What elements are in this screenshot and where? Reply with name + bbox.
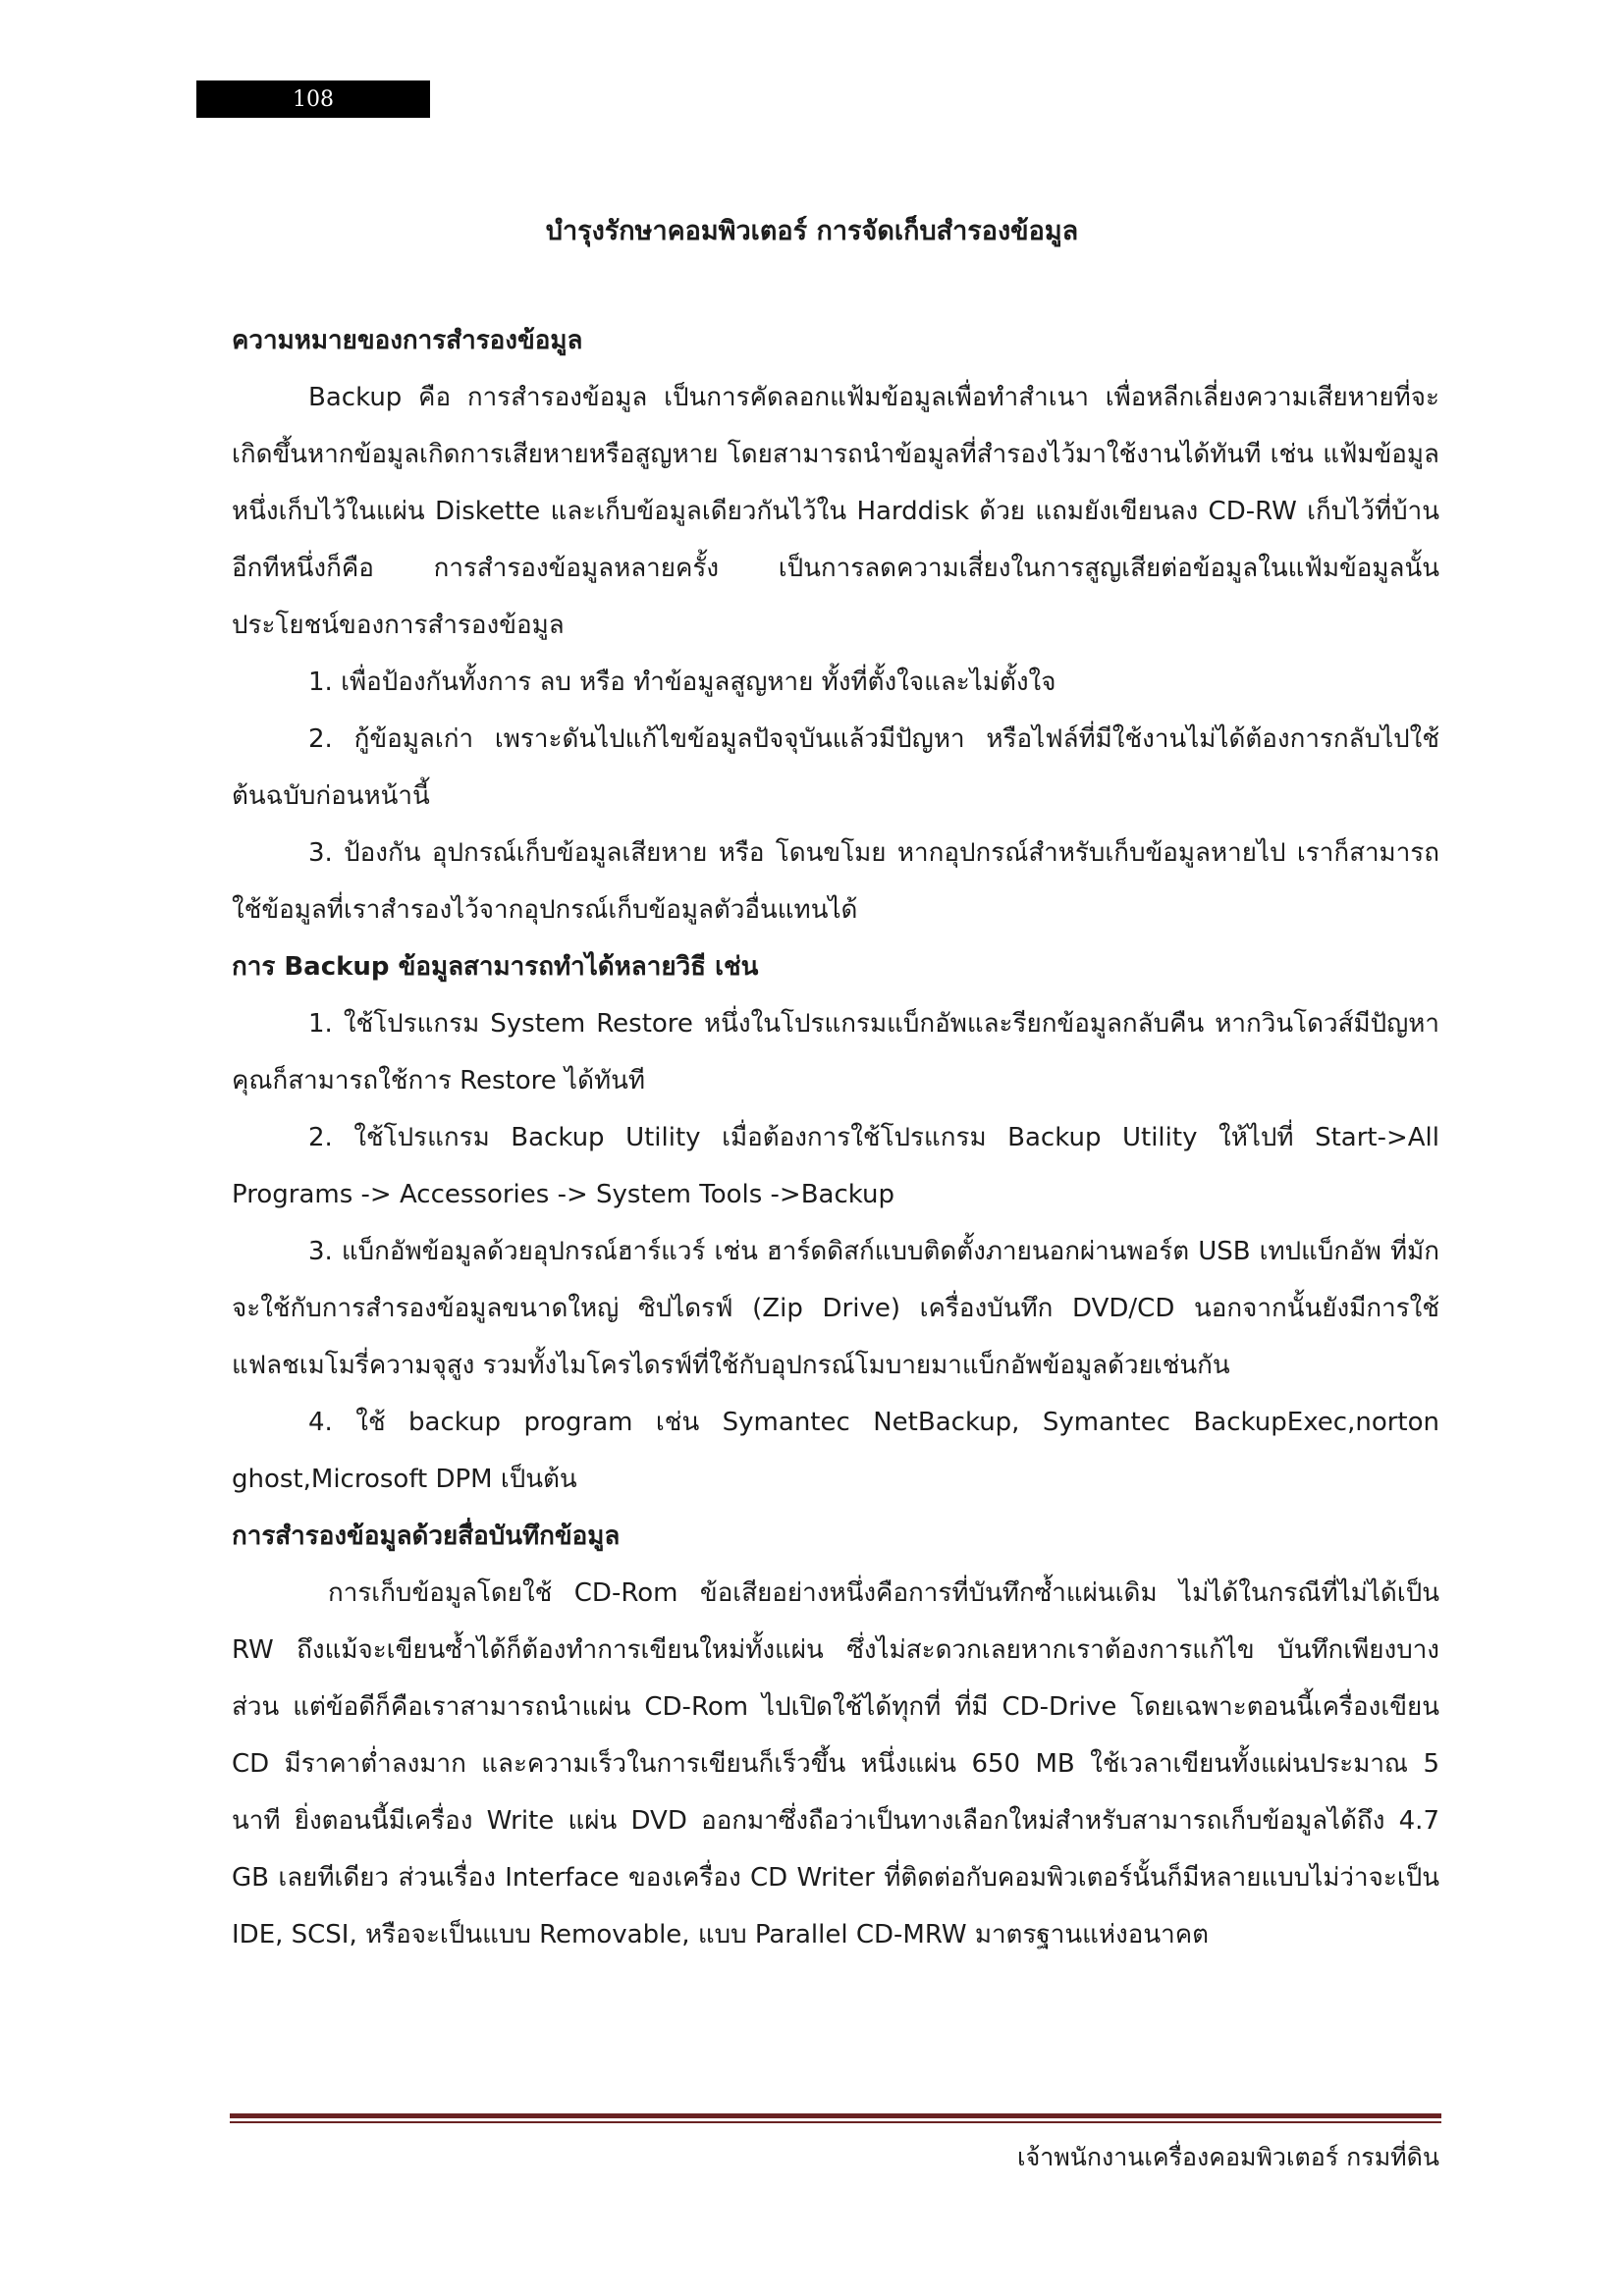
footer-text: เจ้าพนักงานเครื่องคอมพิวเตอร์ กรมที่ดิน	[1017, 2143, 1439, 2171]
paragraph-backup-definition: Backup คือ การสำรองข้อมูล เป็นการคัดลอกแฟ้มข้อมูลเพื่อทำสำเนา เพื่อหลีกเลี่ยงความเสียหายที่จะเกิดขึ้นหากข้อมูลเกิดการเสียหายหรือสูญหาย โดยสามารถนำข้อมูลที่สำรองไว้มาใช้งานได้ทันที เช่น แฟ้มข้อมูลหนึ่งเก็บไว้ในแผ่น Diskette และเก็บข้อมูลเดียวกันไว้ใน Harddisk ด้วย แถมยังเขียนลง CD-RW เก็บไว้ที่บ้านอีกทีหนึ่งก็คือ การสำรองข้อมูลหลายครั้ง เป็นการลดความเสี่ยงในการสูญเสียต่อข้อมูลในแฟ้มข้อมูลนั้นประโยชน์ของการสำรองข้อมูล	[232, 383, 1439, 640]
list-item-method-3: 3. แบ็กอัพข้อมูลด้วยอุปกรณ์ฮาร์แวร์ เช่น ฮาร์ดดิสก์แบบติดตั้งภายนอกผ่านพอร์ต USB เทปแบ็กอัพ ที่มักจะใช้กับการสำรองข้อมูลขนาดใหญ่ ซิปไดรฟ์ (Zip Drive) เครื่องบันทึก DVD/CD นอกจากนั้นยังมีการใช้แฟลชเมโมรี่ความจุสูง รวมทั้งไมโครไดรฟ์ที่ใช้กับอุปกรณ์โมบายมาแบ็กอัพข้อมูลด้วยเช่นกัน	[232, 1237, 1439, 1380]
list-item-method-4: 4. ใช้ backup program เช่น Symantec NetBackup, Symantec BackupExec,norton ghost,Microsoft DPM เป็นต้น	[232, 1408, 1439, 1494]
page-title: บำรุงรักษาคอมพิวเตอร์ การจัดเก็บสำรองข้อมูล	[545, 216, 1079, 246]
page-number: 108	[196, 80, 430, 118]
list-item-method-1: 1. ใช้โปรแกรม System Restore หนึ่งในโปรแกรมแบ็กอัพและรียกข้อมูลกลับคืน หากวินโดวส์มีปัญหาคุณก็สามารถใช้การ Restore ได้ทันที	[232, 1009, 1439, 1095]
footer-divider-thin	[230, 2121, 1441, 2123]
list-item-benefit-1: 1. เพื่อป้องกันทั้งการ ลบ หรือ ทำข้อมูลสูญหาย ทั้งที่ตั้งใจและไม่ตั้งใจ	[308, 667, 1056, 697]
document-body	[232, 312, 1439, 1963]
section-heading-meaning: ความหมายของการสำรองข้อมูล	[232, 326, 583, 355]
list-item-benefit-3: 3. ป้องกัน อุปกรณ์เก็บข้อมูลเสียหาย หรือ โดนขโมย หากอุปกรณ์สำหรับเก็บข้อมูลหายไป เราก็สามารถใช้ข้อมูลที่เราสำรองไว้จากอุปกรณ์เก็บข้อมูลตัวอื่นแทนได้	[232, 838, 1439, 925]
paragraph-cd-rom: การเก็บข้อมูลโดยใช้ CD-Rom ข้อเสียอย่างหนึ่งคือการที่บันทึกซ้ำแผ่นเดิม ไม่ได้ในกรณีที่ไม่ได้เป็น RW ถึงแม้จะเขียนซ้ำได้ก็ต้องทำการเขียนใหม่ทั้งแผ่น ซึ่งไม่สะดวกเลยหากเราต้องการแก้ไข บันทึกเพียงบางส่วน แต่ข้อดีก็คือเราสามารถนำแผ่น CD-Rom ไปเปิดใช้ได้ทุกที่ ที่มี CD-Drive โดยเฉพาะตอนนี้เครื่องเขียน CD มีราคาต่ำลงมาก และความเร็วในการเขียนก็เร็วขึ้น หนึ่งแผ่น 650 MB ใช้เวลาเขียนทั้งแผ่นประมาณ 5 นาที ยิ่งตอนนี้มีเครื่อง Write แผ่น DVD ออกมาซึ่งถือว่าเป็นทางเลือกใหม่สำหรับสามารถเก็บข้อมูลได้ถึง 4.7 GB เลยทีเดียว ส่วนเรื่อง Interface ของเครื่อง CD Writer ที่ติดต่อกับคอมพิวเตอร์นั้นก็มีหลายแบบไม่ว่าจะเป็น IDE, SCSI, หรือจะเป็นแบบ Removable, แบบ Parallel CD-MRW มาตรฐานแห่งอนาคต	[232, 1578, 1439, 1949]
section-heading-media: การสำรองข้อมูลด้วยสื่อบันทึกข้อมูล	[232, 1522, 621, 1551]
list-item-method-2: 2. ใช้โปรแกรม Backup Utility เมื่อต้องการใช้โปรแกรม Backup Utility ให้ไปที่ Start->All Programs -> Accessories -> System Tools ->Backup	[232, 1123, 1439, 1209]
footer-divider	[230, 2113, 1441, 2118]
list-item-benefit-2: 2. กู้ข้อมูลเก่า เพราะดันไปแก้ไขข้อมูลปัจจุบันแล้วมีปัญหา หรือไฟล์ที่มีใช้งานไม่ได้ต้องการกลับไปใช้ต้นฉบับก่อนหน้านี้	[232, 724, 1439, 811]
section-heading-methods: การ Backup ข้อมูลสามารถทำได้หลายวิธี เช่น	[232, 952, 759, 982]
